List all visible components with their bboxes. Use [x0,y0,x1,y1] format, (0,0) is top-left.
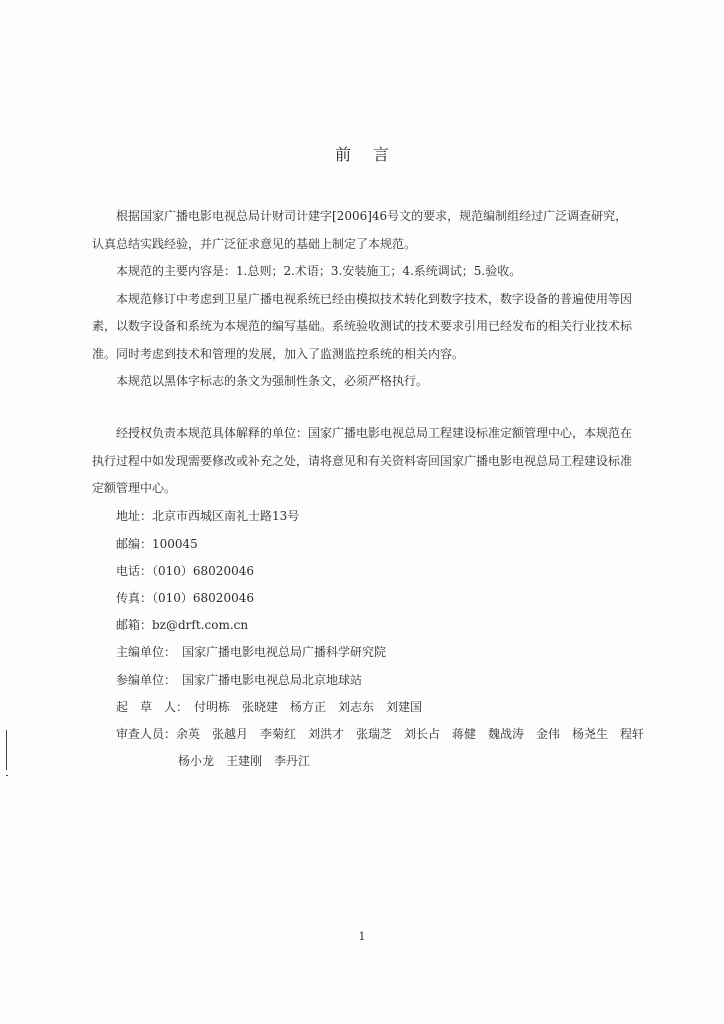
drafters: 起 草 人： 付明栋 张晓建 杨方正 刘志东 刘建国 [116,700,423,714]
interpretation-section [92,420,632,503]
page-title: 前言 [334,145,411,164]
chief-unit: 主编单位： 国家广播电影电视总局广播科学研究院 [116,645,387,659]
intro-paragraph-4: 本规范以黑体字标志的条文为强制性条文，必须严格执行。 [116,374,429,388]
contact-postcode: 邮编：100045 [116,537,198,551]
reviewers-line-1: 审查人员：余英 张越月 李菊红 刘洪才 张瑞芝 刘长占 蒋健 魏战涛 金伟 杨尧生 程轩 [116,727,645,741]
contact-fax: 传真：（010）68020046 [116,591,254,605]
scan-edge-mark [6,730,7,770]
contact-email: 邮箱：bz@drft.com.cn [116,618,249,632]
intro-paragraph-2: 本规范的主要内容是：1.总则；2.术语；3.安装施工；4.系统调试；5.验收。 [116,264,522,278]
page-number: 1 [358,930,366,943]
intro-paragraph-1: 根据国家广播电影电视总局计财司计建字[2006]46号文的要求，规范编制组经过广泛调查研究，认真总结实践经验，并广泛征求意见的基础上制定了本规范。 [92,209,628,251]
participating-unit: 参编单位： 国家广播电影电视总局北京地球站 [116,673,363,687]
interpretation-paragraph: 经授权负责本规范具体解释的单位：国家广播电影电视总局工程建设标准定额管理中心，本规范在执行过程中如发现需要修改或补充之处，请将意见和有关资料寄回国家广播电影电视总局工程建设标准定额管理中心。 [92,426,633,495]
contact-address: 地址：北京市西城区南礼士路13号 [116,509,300,523]
contact-phone: 电话：（010）68020046 [116,564,254,578]
intro-section [92,203,632,396]
intro-paragraph-3: 本规范修订中考虑到卫星广播电视系统已经由模拟技术转化到数字技术，数字设备的普遍使用等因素，以数字设备和系统为本规范的编写基础。系统验收测试的技术要求引用已经发布的相关行业技术标准。同时考虑到技术和管理的发展，加入了监测监控系统的相关内容。 [92,291,633,361]
scan-edge-tick [6,775,8,776]
reviewers-line-2: 杨小龙 王建刚 李丹江 [178,754,311,768]
